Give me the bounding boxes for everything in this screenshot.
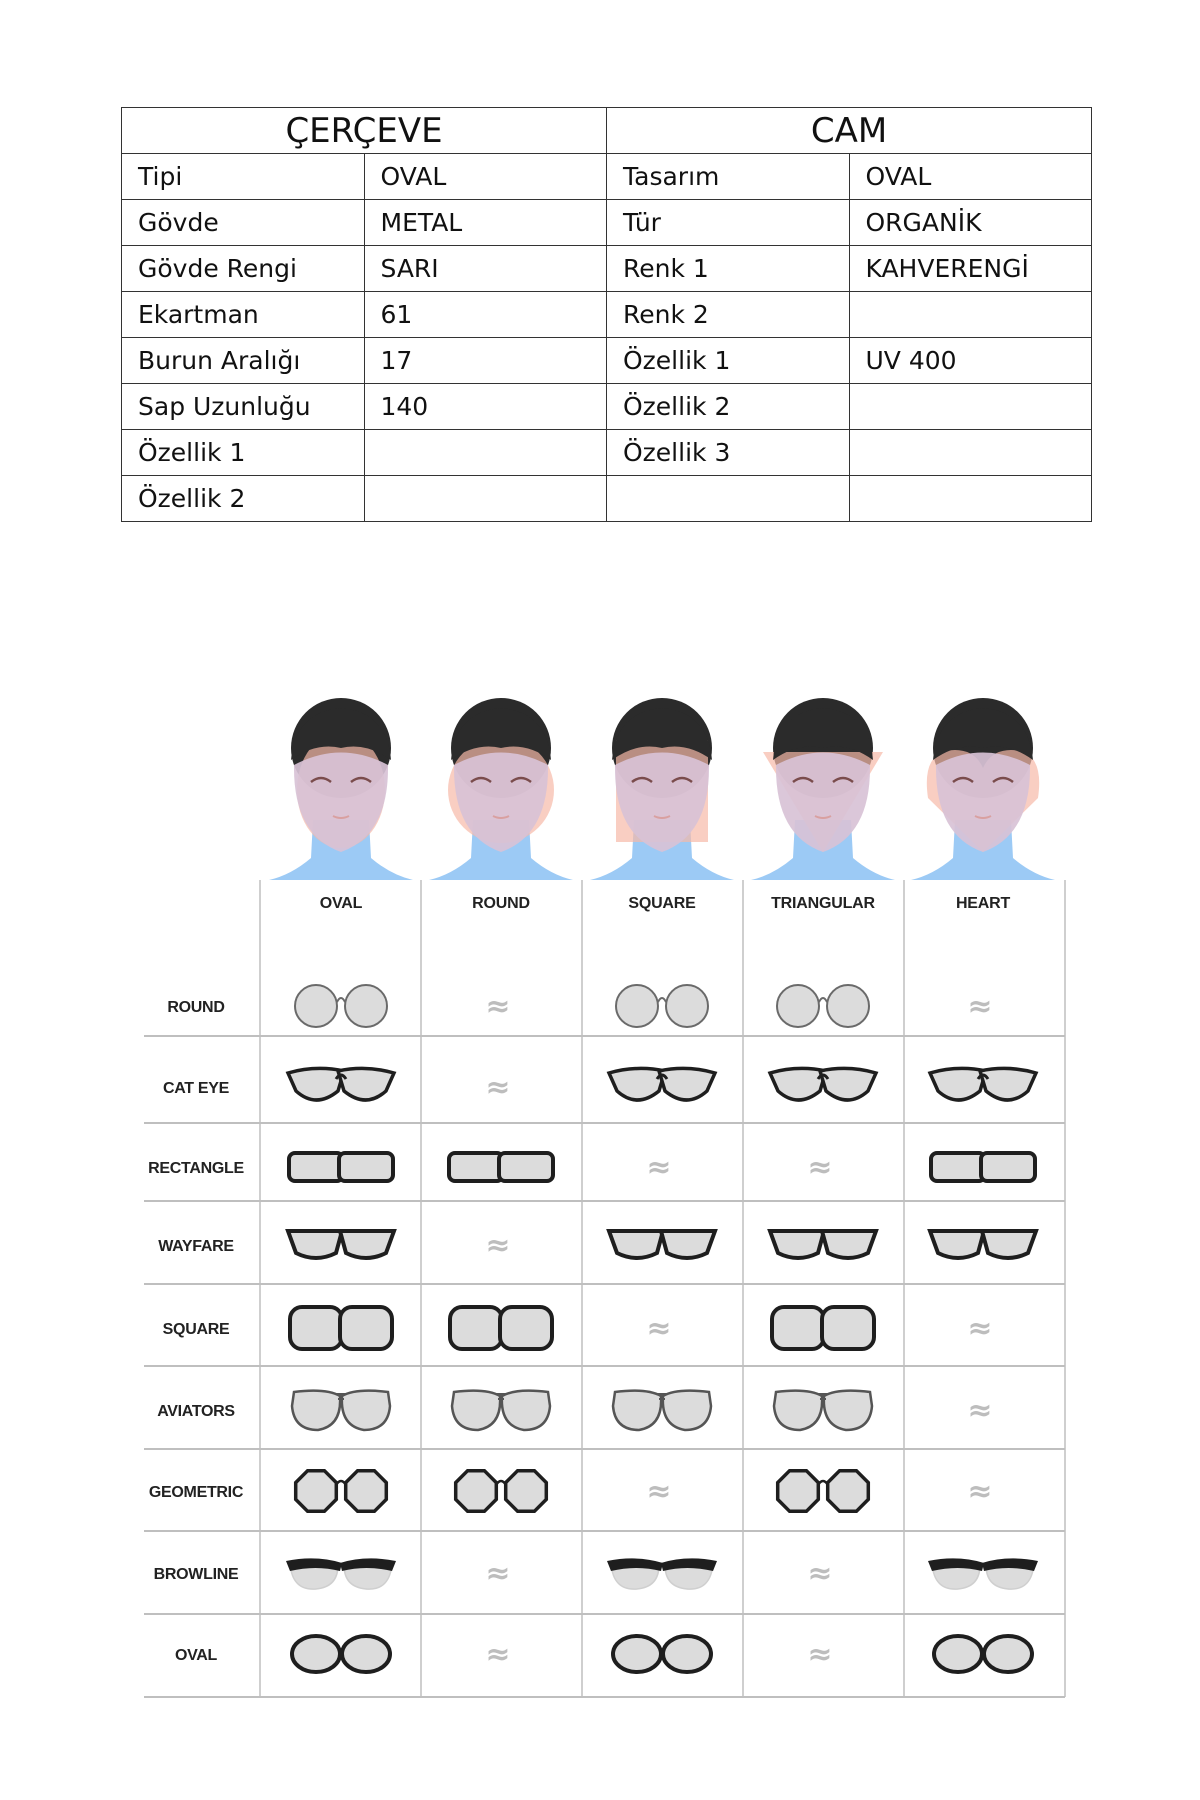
frame-type-label: RECTANGLE — [148, 1160, 244, 1177]
spec-lens-value: UV 400 — [849, 338, 1092, 384]
glasses-wayfare-icon — [930, 1231, 1036, 1258]
face-shape-label: ROUND — [472, 895, 530, 912]
no-match-icon: ≈ — [967, 989, 993, 1024]
frame-type-label: AVIATORS — [157, 1403, 235, 1420]
face-shape-label: SQUARE — [628, 895, 696, 912]
spec-lens-value: OVAL — [849, 154, 1092, 200]
face-shape-label: OVAL — [319, 895, 363, 912]
glasses-browline-icon — [286, 1558, 396, 1589]
spec-lens-label: Renk 1 — [607, 246, 850, 292]
glasses-wayfare-icon — [288, 1231, 394, 1258]
glasses-rectangle-icon — [449, 1153, 553, 1181]
no-match-icon: ≈ — [646, 1150, 672, 1185]
recommendation-cells — [286, 985, 1038, 1672]
glasses-browline-icon — [928, 1558, 1038, 1589]
glasses-geometric-icon — [456, 1471, 547, 1512]
spec-frame-value: OVAL — [364, 154, 607, 200]
glasses-wayfare-icon — [770, 1231, 876, 1258]
glasses-rectangle-icon — [931, 1153, 1035, 1181]
glasses-wayfare-icon — [609, 1231, 715, 1258]
frame-header: ÇERÇEVE — [122, 108, 607, 154]
frame-type-label: SQUARE — [162, 1321, 230, 1338]
lens-header: CAM — [607, 108, 1092, 154]
glasses-aviator-icon — [452, 1391, 550, 1430]
spec-frame-value: METAL — [364, 200, 607, 246]
face-heart-illustration — [911, 698, 1055, 880]
face-illustrations — [269, 698, 1055, 880]
face-shape-labels — [320, 895, 1011, 912]
face-shape-label: TRIANGULAR — [771, 895, 875, 912]
glasses-round-icon — [295, 985, 387, 1027]
spec-lens-label: Özellik 1 — [607, 338, 850, 384]
spec-lens-label: Tasarım — [607, 154, 850, 200]
no-match-icon: ≈ — [485, 989, 511, 1024]
spec-lens-value: ORGANİK — [849, 200, 1092, 246]
glasses-geometric-icon — [296, 1471, 387, 1512]
spec-lens-label: Renk 2 — [607, 292, 850, 338]
spec-frame-value: SARI — [364, 246, 607, 292]
no-match-icon: ≈ — [807, 1150, 833, 1185]
frame-type-labels — [148, 999, 244, 1664]
glasses-cateye-icon — [288, 1068, 394, 1100]
spec-frame-label: Gövde — [122, 200, 365, 246]
glasses-cateye-icon — [930, 1068, 1036, 1100]
no-match-icon: ≈ — [646, 1311, 672, 1346]
spec-frame-label: Ekartman — [122, 292, 365, 338]
spec-frame-label: Sap Uzunluğu — [122, 384, 365, 430]
spec-lens-label: Özellik 3 — [607, 430, 850, 476]
glasses-round-icon — [616, 985, 708, 1027]
glasses-round-icon — [777, 985, 869, 1027]
spec-frame-label: Tipi — [122, 154, 365, 200]
frame-type-label: BROWLINE — [153, 1566, 239, 1583]
glasses-rectangle-icon — [289, 1153, 393, 1181]
face-shape — [294, 753, 388, 853]
face-round-illustration — [429, 698, 573, 880]
face-triangular-illustration — [751, 698, 895, 880]
glasses-oval-icon — [934, 1636, 1032, 1672]
glasses-aviator-icon — [613, 1391, 711, 1430]
no-match-icon: ≈ — [485, 1070, 511, 1105]
frame-type-label: CAT EYE — [162, 1080, 230, 1097]
glasses-square-icon — [772, 1307, 874, 1349]
spec-frame-label: Özellik 2 — [122, 476, 365, 522]
glasses-cateye-icon — [770, 1068, 876, 1100]
no-match-icon: ≈ — [967, 1474, 993, 1509]
face-square-illustration — [590, 698, 734, 880]
face-shape — [454, 753, 548, 853]
glasses-cateye-icon — [609, 1068, 715, 1100]
frame-type-label: OVAL — [174, 1647, 218, 1664]
glasses-aviator-icon — [774, 1391, 872, 1430]
no-match-icon: ≈ — [485, 1228, 511, 1263]
glasses-square-icon — [290, 1307, 392, 1349]
spec-lens-label: Özellik 2 — [607, 384, 850, 430]
glasses-oval-icon — [613, 1636, 711, 1672]
glasses-browline-icon — [607, 1558, 717, 1589]
spec-frame-value: 61 — [364, 292, 607, 338]
chart-grid — [144, 880, 1065, 1697]
no-match-icon: ≈ — [485, 1637, 511, 1672]
no-match-icon: ≈ — [807, 1637, 833, 1672]
face-shape — [936, 753, 1030, 853]
no-match-icon: ≈ — [967, 1311, 993, 1346]
spec-lens-value: KAHVERENGİ — [849, 246, 1092, 292]
no-match-icon: ≈ — [967, 1393, 993, 1428]
frame-type-label: WAYFARE — [158, 1238, 234, 1255]
frame-type-label: GEOMETRIC — [148, 1484, 244, 1501]
glasses-aviator-icon — [292, 1391, 390, 1430]
glasses-oval-icon — [292, 1636, 390, 1672]
face-shape-label: HEART — [955, 895, 1011, 912]
face-oval-illustration — [269, 698, 413, 880]
spec-frame-value: 17 — [364, 338, 607, 384]
no-match-icon: ≈ — [646, 1474, 672, 1509]
face-shape — [776, 753, 870, 853]
glasses-square-icon — [450, 1307, 552, 1349]
spec-frame-label: Burun Aralığı — [122, 338, 365, 384]
spec-frame-label: Özellik 1 — [122, 430, 365, 476]
no-match-icon: ≈ — [807, 1556, 833, 1591]
spec-frame-value: 140 — [364, 384, 607, 430]
frame-type-label: ROUND — [167, 999, 225, 1016]
spec-lens-label: Tür — [607, 200, 850, 246]
no-match-icon: ≈ — [485, 1556, 511, 1591]
spec-frame-label: Gövde Rengi — [122, 246, 365, 292]
glasses-geometric-icon — [778, 1471, 869, 1512]
